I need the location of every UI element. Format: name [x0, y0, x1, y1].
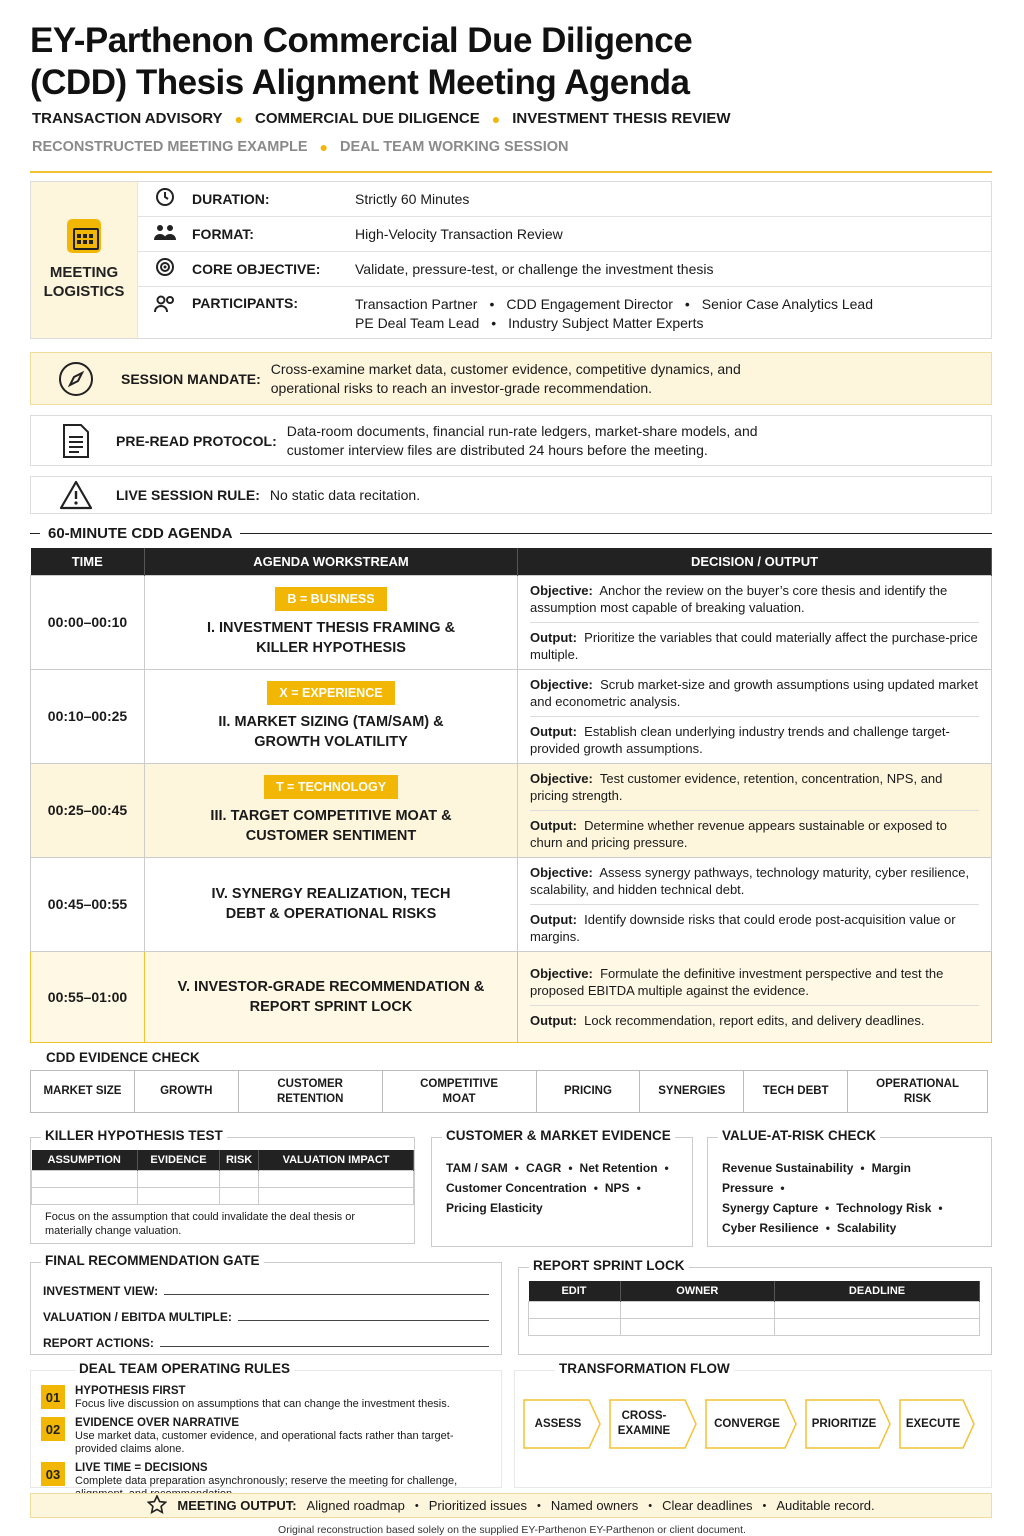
flow-step: PRIORITIZE	[805, 1399, 891, 1449]
document-icon	[31, 423, 121, 459]
calendar-icon	[67, 219, 101, 253]
rule-item: 01 HYPOTHESIS FIRST Focus live discussion on assumptions that can change the investment thesis.	[41, 1385, 493, 1411]
killer-note: Focus on the assumption that could invalidate the deal thesis or materially change valuation.	[45, 1210, 356, 1237]
evidence-item: COMPETITIVE MOAT	[383, 1071, 537, 1112]
flow-step: EXECUTE	[899, 1399, 975, 1449]
agenda-row: 00:55–01:00 V. INVESTOR-GRADE RECOMMENDATION & REPORT SPRINT LOCK Objective: Formulate the definitive investment perspective and test the proposed EBITDA multiple against the evidence. Output: Lock recommendation, report edits, and delivery deadlines.	[31, 951, 992, 1042]
final-recommendation-gate: FINAL RECOMMENDATION GATE INVESTMENT VIEW: VALUATION / EBITDA MULTIPLE: REPORT ACTIONS:	[30, 1262, 502, 1355]
agenda-table	[30, 548, 992, 1043]
live-session-rule: LIVE SESSION RULE: No static data recitation.	[30, 476, 992, 514]
compass-icon	[31, 360, 121, 398]
agenda-row: 00:10–00:25 X = EXPERIENCE II. MARKET SIZING (TAM/SAM) & GROWTH VOLATILITY Objective: Scrub market-size and growth assumptions using updated market and econometric analysis. Output: Establish clean underlying industry trends and challenge target-provided growth assumptions.	[31, 669, 992, 763]
warning-icon	[31, 480, 121, 510]
agenda-row: 00:25–00:45 T = TECHNOLOGY III. TARGET COMPETITIVE MOAT & CUSTOMER SENTIMENT Objective: Test customer evidence, retention, concentration, NPS, and pricing strength. Output: Determine whether revenue appears sustainable or exposed to churn and pricing pressure.	[31, 763, 992, 857]
star-icon	[147, 1495, 167, 1517]
evidence-item: TECH DEBT	[744, 1071, 848, 1112]
flow-step: CROSS-EXAMINE	[609, 1399, 687, 1449]
killer-hypothesis-test: KILLER HYPOTHESIS TEST ASSUMPTION EVIDENCE RISK VALUATION IMPACT Focus on the assumption that could invalidate the deal thesis or materially change valuation.	[30, 1137, 415, 1244]
logistics-row-objective: CORE OBJECTIVE: Validate, pressure-test, or challenge the investment thesis	[138, 252, 991, 287]
people-icon	[138, 223, 192, 246]
evidence-item: OPERATIONAL RISK	[876, 1077, 959, 1105]
participants-icon	[138, 295, 192, 318]
evidence-item: MARKET SIZE	[31, 1071, 135, 1112]
category-badge: B = BUSINESS	[275, 587, 386, 611]
meeting-logistics	[30, 181, 992, 339]
flow-step: CONVERGE	[705, 1399, 797, 1449]
agenda-heading: 60-MINUTE CDD AGENDA	[30, 525, 992, 542]
page-title: EY-Parthenon Commercial Due Diligence (CDD) Thesis Alignment Meeting Agenda	[30, 21, 693, 102]
rule-item: 02 EVIDENCE OVER NARRATIVE Use market data, customer evidence, and operational facts rather than target-provided claims alone.	[41, 1417, 493, 1456]
target-icon	[138, 257, 192, 282]
logistics-row-format: FORMAT: High-Velocity Transaction Review	[138, 217, 991, 252]
pre-read-protocol: PRE-READ PROTOCOL: Data-room documents, financial run-rate ledgers, market-share models, and customer interview files are distributed 24 hours before the meeting.	[30, 415, 992, 466]
tagline-secondary: RECONSTRUCTED MEETING EXAMPLE ● DEAL TEAM WORKING SESSION	[32, 139, 569, 155]
participant-list: Transaction Partner • CDD Engagement Director • Senior Case Analytics Lead PE Deal Team Lead • Industry Subject Matter Experts	[355, 296, 873, 331]
footer-note: Original reconstruction based solely on the supplied EY-Parthenon EY-Parthenon or client document.	[278, 1524, 746, 1536]
category-badge: X = EXPERIENCE	[267, 681, 394, 705]
transformation-flow: TRANSFORMATION FLOW ASSESS CROSS-EXAMINE CONVERGE PRIORITIZE EXECUTE	[514, 1370, 992, 1488]
value-at-risk-check: VALUE-AT-RISK CHECK Revenue Sustainability • Margin Pressure • Synergy Capture • Technology Risk • Cyber Resilience • Scalability	[707, 1137, 992, 1247]
customer-market-evidence: CUSTOMER & MARKET EVIDENCE TAM / SAM • CAGR • Net Retention • Customer Concentration • NPS • Pricing Elasticity	[431, 1137, 693, 1247]
category-badge: T = TECHNOLOGY	[264, 775, 398, 799]
logistics-label: MEETING LOGISTICS	[43, 264, 125, 300]
clock-icon	[138, 187, 192, 212]
divider	[30, 171, 992, 173]
evidence-item: PRICING	[537, 1071, 641, 1112]
evidence-item: GROWTH	[135, 1071, 239, 1112]
evidence-item: CUSTOMER RETENTION	[239, 1071, 383, 1112]
logistics-row-participants: PARTICIPANTS: Transaction Partner • CDD Engagement Director • Senior Case Analytics Lead PE Deal Team Lead • Industry Subject Matter Experts	[138, 287, 991, 338]
tagline-primary: TRANSACTION ADVISORY ● COMMERCIAL DUE DILIGENCE ● INVESTMENT THESIS REVIEW	[32, 110, 731, 127]
flow-step: ASSESS	[523, 1399, 601, 1449]
column-header: AGENDA WORKSTREAM	[145, 548, 518, 575]
column-header: TIME	[31, 548, 145, 575]
operating-rules: DEAL TEAM OPERATING RULES 01 HYPOTHESIS FIRST Focus live discussion on assumptions that can change the investment thesis. 02 EVIDENCE OVER NARRATIVE Use market data, customer evidence, and operational facts rather than target-provided claims alone. 03 LIVE TIME = DECISIONS Complete data preparation asynchronously; reserve the meeting for challenge,	[30, 1370, 502, 1488]
logistics-row-duration: DURATION: Strictly 60 Minutes	[138, 182, 991, 217]
column-header: DECISION / OUTPUT	[518, 548, 992, 575]
rule-item: 03 LIVE TIME = DECISIONS Complete data preparation asynchronously; reserve the meeting for challenge,	[41, 1462, 493, 1501]
agenda-row: 00:45–00:55 IV. SYNERGY REALIZATION, TECH DEBT & OPERATIONAL RISKS Objective: Assess synergy pathways, technology maturity, cyber resilience, scalability, and hidden technical debt. Output: Identify downside risks that could erode post-acquisition value or margins.	[31, 857, 992, 951]
agenda-row: 00:00–00:10 B = BUSINESS I. INVESTMENT THESIS FRAMING & KILLER HYPOTHESIS Objective: Anchor the review on the buyer’s core thesis and identify the assumption most capable of breaking valuation. Output: Prioritize the variables that could materially affect the purchase-price multiple.	[31, 575, 992, 669]
meeting-output: MEETING OUTPUT: Aligned roadmap • Prioritized issues • Named owners • Clear deadlines • Auditable record.	[30, 1493, 992, 1518]
evidence-item: SYNERGIES	[640, 1071, 744, 1112]
report-sprint-lock: REPORT SPRINT LOCK EDIT OWNER DEADLINE	[518, 1267, 992, 1355]
session-mandate: SESSION MANDATE: Cross-examine market data, customer evidence, competitive dynamics, and operational risks to reach an investor-grade recommendation.	[30, 352, 992, 405]
